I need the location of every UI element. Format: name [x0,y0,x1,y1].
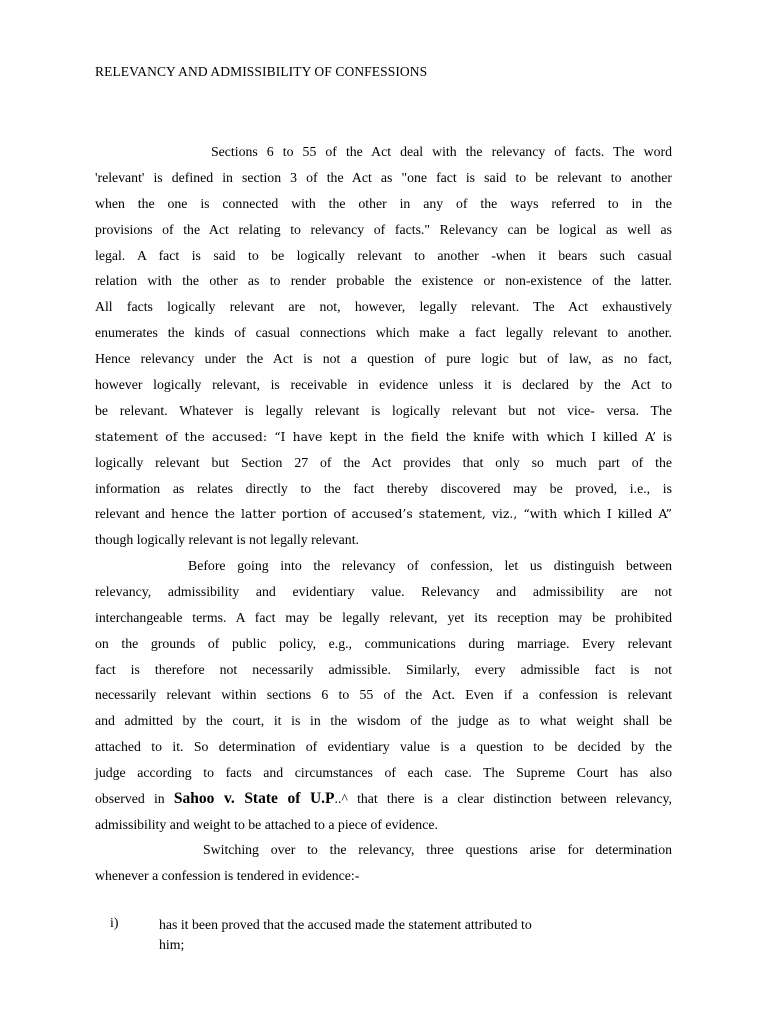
line-text: relevant and [95,506,165,522]
paragraph-line: provisions of the Act relating to relevancy of facts." Relevancy can be logical as well as [95,221,672,237]
paragraph-line: on the grounds of public policy, e.g., communications during marriage. Every relevant [95,635,672,651]
line-text: is [656,428,672,444]
paragraph-line: interchangeable terms. A fact may be legally relevant, yet its reception may be prohibited [95,609,672,625]
paragraph-line: relevancy, admissibility and evidentiary value. Relevancy and admissibility are not [95,583,672,599]
case-citation: Sahoo v. State of U.P [173,790,335,808]
paragraph-line: when the one is connected with the other in any of the ways referred to in the [95,195,672,211]
paragraph-line: whenever a confession is tendered in evidence:- [95,867,360,883]
quoted-statement: hence the latter portion of accused’s statement, viz., “with which I killed A” [164,506,672,522]
paragraph-line: judge according to facts and circumstances of each case. The Supreme Court has also [95,765,672,781]
paragraph-line: Sections 6 to 55 of the Act deal with the relevancy of facts. The word [211,144,672,159]
paragraph-line: Hence relevancy under the Act is not a question of pure logic but of law, as no fact, [95,351,672,367]
list-item [159,915,532,955]
paragraph-line: logically relevant but Section 27 of the Act provides that only so much part of the [95,454,672,470]
paragraph-line: however logically relevant, is receivable in evidence unless it is declared by the Act to [95,377,672,393]
line-text: observed in [95,791,174,807]
paragraph-line [95,786,672,812]
paragraph-line: fact is therefore not necessarily admissible. Similarly, every admissible fact is not [95,661,672,677]
list-item-line: him; [159,937,185,952]
paragraph-relevancy-of-facts [95,139,672,553]
line-text: ..^ that there is a clear distinction between relevancy, [334,791,672,807]
paragraph-line: legal. A fact is said to be logically relevant to another -when it bears such casual [95,247,672,263]
document-title: RELEVANCY AND ADMISSIBILITY OF CONFESSIONS [95,64,428,79]
paragraph-line: though logically relevant is not legally relevant. [95,532,359,548]
paragraph-questions-intro [95,837,672,889]
paragraph-line: necessarily relevant within sections 6 to 55 of the Act. Even if a confession is relevant [95,687,672,703]
paragraph-line: Before going into the relevancy of confession, let us distinguish between [188,558,672,573]
list-item-line: has it been proved that the accused made the statement attributed to [159,917,532,932]
paragraph-line: Switching over to the relevancy, three questions arise for determination [203,842,672,857]
paragraph-line [95,424,672,450]
list-item-number: i) [110,915,119,930]
paragraph-line: 'relevant' is defined in section 3 of the Act as "one fact is said to be relevant to another [95,169,672,185]
paragraph-line: and admitted by the court, it is in the wisdom of the judge as to what weight shall be [95,713,672,729]
paragraph-line: All facts logically relevant are not, however, legally relevant. The Act exhaustively [95,299,672,315]
paragraph-line: relation with the other as to render probable the existence or non-existence of the latter. [95,273,672,289]
paragraph-relevancy-admissibility [95,553,672,838]
paragraph-line: enumerates the kinds of casual connections which make a fact legally relevant to another. [95,325,672,341]
quoted-statement: statement of the accused: “I have kept in the field the knife with which I killed A’ [95,428,657,444]
paragraph-line: information as relates directly to the fact thereby discovered may be proved, i.e., is [95,480,672,496]
paragraph-line: be relevant. Whatever is legally relevant is logically relevant but not vice- versa. The [95,402,672,418]
paragraph-line: admissibility and weight to be attached to a piece of evidence. [95,816,438,832]
paragraph-line [95,501,672,527]
paragraph-line: attached to it. So determination of evidentiary value is a question to be decided by the [95,739,672,755]
